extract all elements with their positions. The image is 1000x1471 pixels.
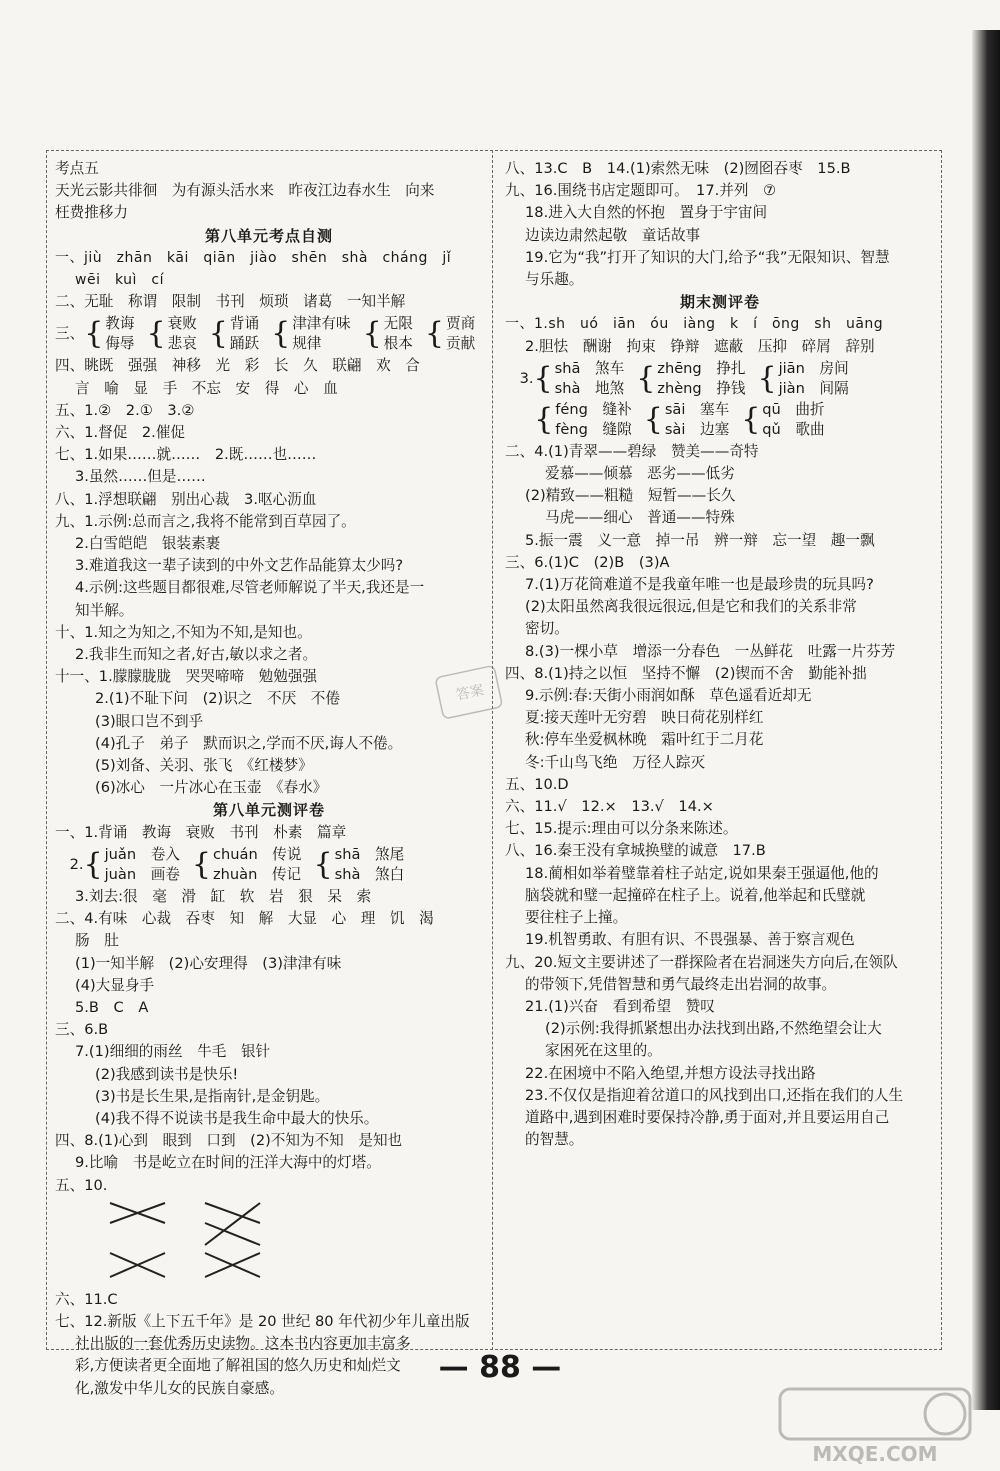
answer-line: 天光云影共徘徊 为有源头活水来 昨夜江边春水生 向来 xyxy=(55,182,435,200)
matching-lines xyxy=(105,1197,285,1287)
pair-word: sāi 塞车 xyxy=(664,400,730,418)
pair-word: shā 煞车 xyxy=(554,359,625,377)
answer-line: 冬:千山鸟飞绝 万径人踪灭 xyxy=(525,753,706,771)
word-pair xyxy=(209,314,259,354)
answer-line: 知半解。 xyxy=(75,601,134,619)
answer-line: 七、15.提示:理由可以分条来陈述。 xyxy=(505,820,738,838)
brace-icon: { xyxy=(362,316,382,352)
answer-line: 彩,方便读者更全面地了解祖国的悠久历史和灿烂文 xyxy=(75,1357,401,1375)
answer-line: 边读边肃然起敬 童话故事 xyxy=(525,226,701,244)
pair-word: qǔ 歌曲 xyxy=(762,420,825,438)
brace-icon: { xyxy=(208,316,228,352)
brace-icon: { xyxy=(636,360,656,396)
pair-word: 津津有味 xyxy=(292,315,351,333)
pair-word: shà 地煞 xyxy=(554,379,625,397)
answer-line: 十一、1.朦朦胧胧 哭哭啼啼 勉勉强强 xyxy=(55,668,318,686)
word-pair xyxy=(741,400,824,440)
answer-line: 18.蔺相如举着璧靠着柱子站定,说如果秦王强逼他,他的 xyxy=(525,864,879,882)
page-number: — 88 — xyxy=(438,1350,562,1385)
stamp-mark xyxy=(435,665,505,721)
answer-line: 2.白雪皑皑 银装素裹 xyxy=(75,535,221,553)
pair-word: zhēng 挣扎 xyxy=(657,359,746,377)
pair-word: 规律 xyxy=(292,335,322,353)
pair-word: zhèng 挣钱 xyxy=(657,379,746,397)
answer-line: 道路中,遇到困难时要保持冷静,勇于面对,并且要运用自己 xyxy=(525,1108,890,1126)
answer-line: 六、1.督促 2.催促 xyxy=(55,424,186,442)
word-pair xyxy=(534,400,632,440)
answer-line: 化,激发中华儿女的民族自豪感。 xyxy=(75,1379,284,1397)
pair-word: féng 缝补 xyxy=(555,400,632,418)
answer-line: 脑袋就和璧一起撞碎在柱子上。说着,他举起和氏璧就 xyxy=(525,886,866,904)
answer-line: 19.机智勇敢、有胆有识、不畏强暴、善于察言观色 xyxy=(525,931,855,949)
pair-word: qū 曲折 xyxy=(762,400,825,418)
answer-line: 密切。 xyxy=(525,620,569,638)
answer-line: 九、16.围绕书店定题即可。 17.并列 ⑦ xyxy=(505,182,777,200)
pair-word: 根本 xyxy=(383,335,413,353)
answer-line xyxy=(505,400,935,440)
answer-line: 十、1.知之为知之,不知为不知,是知也。 xyxy=(55,623,312,641)
section-title: 期末测评卷 xyxy=(679,293,760,312)
answer-line: 考点五 xyxy=(55,160,99,177)
answer-line xyxy=(55,314,483,354)
word-pair xyxy=(363,314,413,354)
pair-word: chuán 传说 xyxy=(213,845,302,863)
pair-word: jiàn 间隔 xyxy=(778,379,849,397)
word-pair xyxy=(636,359,745,399)
answer-line: 秋:停车坐爱枫林晚 霜叶红于二月花 xyxy=(525,731,764,749)
word-pair xyxy=(757,359,848,399)
answer-line: (4)孔子 弟子 默而识之,学而不厌,诲人不倦。 xyxy=(95,734,403,752)
pair-word: 贾商 xyxy=(445,315,476,333)
answer-line: (2)示例:我得抓紧想出办法找到出路,不然绝望会让大 xyxy=(545,1020,882,1038)
stamp-text: 答案 xyxy=(454,682,486,704)
answer-line: 5.B C A xyxy=(75,998,149,1016)
answer-line: 一、jiù zhān kāi qiān jiào shēn shà cháng jǐ xyxy=(55,249,452,266)
pair-word: shā 煞尾 xyxy=(334,845,405,863)
matching-lines-diagram xyxy=(55,1197,483,1289)
answer-line: 家困死在这里的。 xyxy=(545,1042,662,1060)
answer-line: 言 喻 显 手 不忘 安 得 心 血 xyxy=(75,379,338,397)
brace-icon: { xyxy=(534,401,554,437)
answer-line: 3.刘去:很 毫 滑 缸 软 岩 狠 呆 索 xyxy=(75,887,372,905)
answer-line: 一、1.sh uó iān óu iàng k í ōng sh uāng xyxy=(505,316,884,333)
answer-line: 9.比喻 书是屹立在时间的汪洋大海中的灯塔。 xyxy=(75,1154,381,1172)
answer-line xyxy=(505,359,935,399)
answer-line: 的带领下,凭借智慧和勇气最终走出岩洞的故事。 xyxy=(525,975,837,993)
answer-line: 三、6.(1)C (2)B (3)A xyxy=(505,553,670,571)
answer-line: (2)精致——粗糙 短暂——长久 xyxy=(525,487,736,505)
answer-line: 七、12.新版《上下五千年》是 20 世纪 80 年代初少年儿童出版 xyxy=(55,1312,470,1330)
answer-line: (2)我感到读书是快乐! xyxy=(95,1065,239,1083)
word-pair xyxy=(534,359,625,399)
answer-line: 的智慧。 xyxy=(525,1131,584,1149)
answer-line: 19.它为“我”打开了知识的大门,给予“我”无限知识、智慧 xyxy=(525,248,890,266)
answer-line: 三、6.B xyxy=(55,1021,109,1039)
answer-line: 枉费推移力 xyxy=(55,204,128,222)
right-column xyxy=(505,158,935,1348)
answer-line: (3)书是长生果,是指南针,是金钥匙。 xyxy=(95,1087,330,1105)
answer-line: 一、1.背诵 教诲 衰败 书刊 朴素 篇章 xyxy=(55,823,347,841)
answer-line: 五、1.② 2.① 3.② xyxy=(55,401,195,419)
pair-word: shà 煞白 xyxy=(334,865,405,883)
answer-line: 九、1.示例:总而言之,我将不能常到百草园了。 xyxy=(55,512,356,530)
pair-word: 贡献 xyxy=(445,335,476,353)
brace-icon: { xyxy=(146,316,166,352)
answer-line: 2.我非生而知之者,好古,敏以求之者。 xyxy=(75,646,318,664)
answer-line: 爱慕——倾慕 恶劣——低劣 xyxy=(545,465,735,483)
answer-line: 二、4.有味 心裁 吞枣 知 解 大显 心 理 饥 渴 xyxy=(55,910,434,928)
answer-line: 3.虽然……但是…… xyxy=(75,468,206,486)
answer-number: 3. xyxy=(505,369,534,387)
answer-line: 七、1.如果……就…… 2.既……也…… xyxy=(55,446,317,464)
watermark-logo xyxy=(770,1385,980,1467)
answer-line xyxy=(55,845,483,885)
answer-line: 六、11.C xyxy=(55,1290,118,1308)
answer-line: 九、20.短文主要讲述了一群探险者在岩洞迷失方向后,在领队 xyxy=(505,953,898,971)
answer-line: 2.(1)不耻下问 (2)识之 不厌 不倦 xyxy=(95,690,340,708)
answer-line: 五、10. xyxy=(55,1176,108,1194)
column-divider xyxy=(492,150,493,1350)
word-pair xyxy=(84,314,134,354)
brace-icon: { xyxy=(83,846,103,882)
answer-line: (3)眼口岂不到乎 xyxy=(95,712,204,730)
answer-line: (1)一知半解 (2)心安理得 (3)津津有味 xyxy=(75,954,342,972)
answer-line: 四、8.(1)心到 眼到 口到 (2)不知为不知 是知也 xyxy=(55,1132,403,1150)
brace-icon: { xyxy=(191,846,211,882)
answer-line: 八、16.秦王没有拿城换璧的诚意 17.B xyxy=(505,842,766,860)
book-binding-edge xyxy=(972,30,1000,1410)
answer-line: wēi kuì cí xyxy=(75,272,164,289)
watermark-text: MXQE.COM xyxy=(812,1442,938,1466)
answer-line: 社出版的一套优秀历史读物。这本书内容更加丰富多 xyxy=(75,1335,411,1353)
answer-line: 7.(1)万花筒难道不是我童年唯一也是最珍贵的玩具吗? xyxy=(525,576,874,594)
answer-line: 要往柱子上撞。 xyxy=(525,909,628,927)
word-pair xyxy=(192,845,302,885)
word-pair xyxy=(147,314,197,354)
pair-word: 侮辱 xyxy=(105,335,135,353)
answer-line: (4)我不得不说读书是我生命中最大的快乐。 xyxy=(95,1109,379,1127)
answer-line: (2)太阳虽然离我很远很远,但是它和我们的关系非常 xyxy=(525,598,857,616)
pair-word: 衰败 xyxy=(167,315,197,333)
pair-word: 踊跃 xyxy=(229,335,260,353)
answer-line: 18.进入大自然的怀抱 置身于宇宙间 xyxy=(525,204,768,222)
answer-line: 四、眺既 强强 神移 光 彩 长 久 联翩 欢 合 xyxy=(55,357,420,375)
word-pair xyxy=(644,400,729,440)
answer-line: 五、10.D xyxy=(505,775,569,793)
answer-number: 三、 xyxy=(55,325,85,343)
answer-line: 与乐趣。 xyxy=(525,271,584,289)
section-title: 第八单元测评卷 xyxy=(212,801,325,820)
answer-line: 二、4.(1)青翠——碧绿 赞美——奇特 xyxy=(505,442,759,460)
answer-line: (5)刘备、关羽、张飞 《红楼梦》 xyxy=(95,757,313,775)
answer-line: 5.振一震 义一意 掉一吊 辨一辩 忘一望 趣一飘 xyxy=(525,531,875,549)
answer-line: 9.示例:春:天街小雨润如酥 草色遥看近却无 xyxy=(525,687,812,705)
answer-number xyxy=(505,409,534,431)
answer-number: 2. xyxy=(55,855,84,873)
pair-word: fèng 缝隙 xyxy=(555,420,632,438)
answer-line: 四、8.(1)持之以恒 坚持不懈 (2)锲而不舍 勤能补拙 xyxy=(505,664,867,682)
answer-line: 4.示例:这些题目都很难,尽管老师解说了半天,我还是一 xyxy=(75,579,425,597)
answer-line: 3.难道我这一辈子读到的中外文艺作品能算太少吗? xyxy=(75,557,404,575)
word-pair xyxy=(84,845,180,885)
answer-line: 22.在困境中不陷入绝望,并想方设法寻找出路 xyxy=(525,1064,816,1082)
left-column xyxy=(55,158,483,1397)
brace-icon: { xyxy=(741,401,761,437)
answer-line: 23.不仅仅是指迎着岔道口的风找到出口,还指在我们的人生 xyxy=(525,1086,904,1104)
brace-icon: { xyxy=(533,360,553,396)
pair-word: 无限 xyxy=(383,315,413,333)
pair-word: 教诲 xyxy=(105,315,135,333)
pair-word: jiān 房间 xyxy=(778,359,849,377)
pair-word: 背诵 xyxy=(229,315,260,333)
word-pair xyxy=(271,314,350,354)
answer-line: 7.(1)细细的雨丝 牛毛 银针 xyxy=(75,1043,271,1061)
answer-line: 8.(3)一棵小草 增添一分春色 一丛鲜花 吐露一片芬芳 xyxy=(525,642,896,660)
brace-icon: { xyxy=(757,360,777,396)
brace-icon: { xyxy=(271,316,291,352)
section-title: 第八单元考点自测 xyxy=(204,226,333,245)
brace-icon: { xyxy=(643,401,663,437)
pair-word: 悲哀 xyxy=(167,335,197,353)
answer-line: 八、1.浮想联翩 别出心裁 3.呕心沥血 xyxy=(55,490,317,508)
answer-line: 八、13.C B 14.(1)索然无味 (2)囫囵吞枣 15.B xyxy=(505,160,851,177)
word-pair xyxy=(314,845,405,885)
pair-word: juàn 画卷 xyxy=(104,865,180,883)
pair-word: zhuàn 传记 xyxy=(213,865,302,883)
answer-line: 六、11.√ 12.× 13.√ 14.× xyxy=(505,798,714,816)
answer-line: (6)冰心 一片冰心在玉壶 《春水》 xyxy=(95,779,328,797)
brace-icon: { xyxy=(313,846,333,882)
answer-line: 肠 肚 xyxy=(75,932,119,950)
answer-line: (4)大显身手 xyxy=(75,976,155,994)
answer-line: 21.(1)兴奋 看到希望 赞叹 xyxy=(525,997,715,1015)
answer-line: 2.胆怯 酬谢 拘束 铮辩 遮蔽 压抑 碎屑 辞别 xyxy=(525,337,875,355)
answer-line: 夏:接天莲叶无穷碧 映日荷花别样红 xyxy=(525,709,764,727)
word-pair xyxy=(425,314,475,354)
pair-word: sài 边塞 xyxy=(664,420,730,438)
brace-icon: { xyxy=(424,316,444,352)
answer-line: 马虎——细心 普通——特殊 xyxy=(545,509,735,527)
answer-line: 二、无耻 称谓 限制 书刊 烦琐 诸葛 一知半解 xyxy=(55,293,406,311)
brace-icon: { xyxy=(84,316,104,352)
pair-word: juǎn 卷入 xyxy=(104,845,180,863)
